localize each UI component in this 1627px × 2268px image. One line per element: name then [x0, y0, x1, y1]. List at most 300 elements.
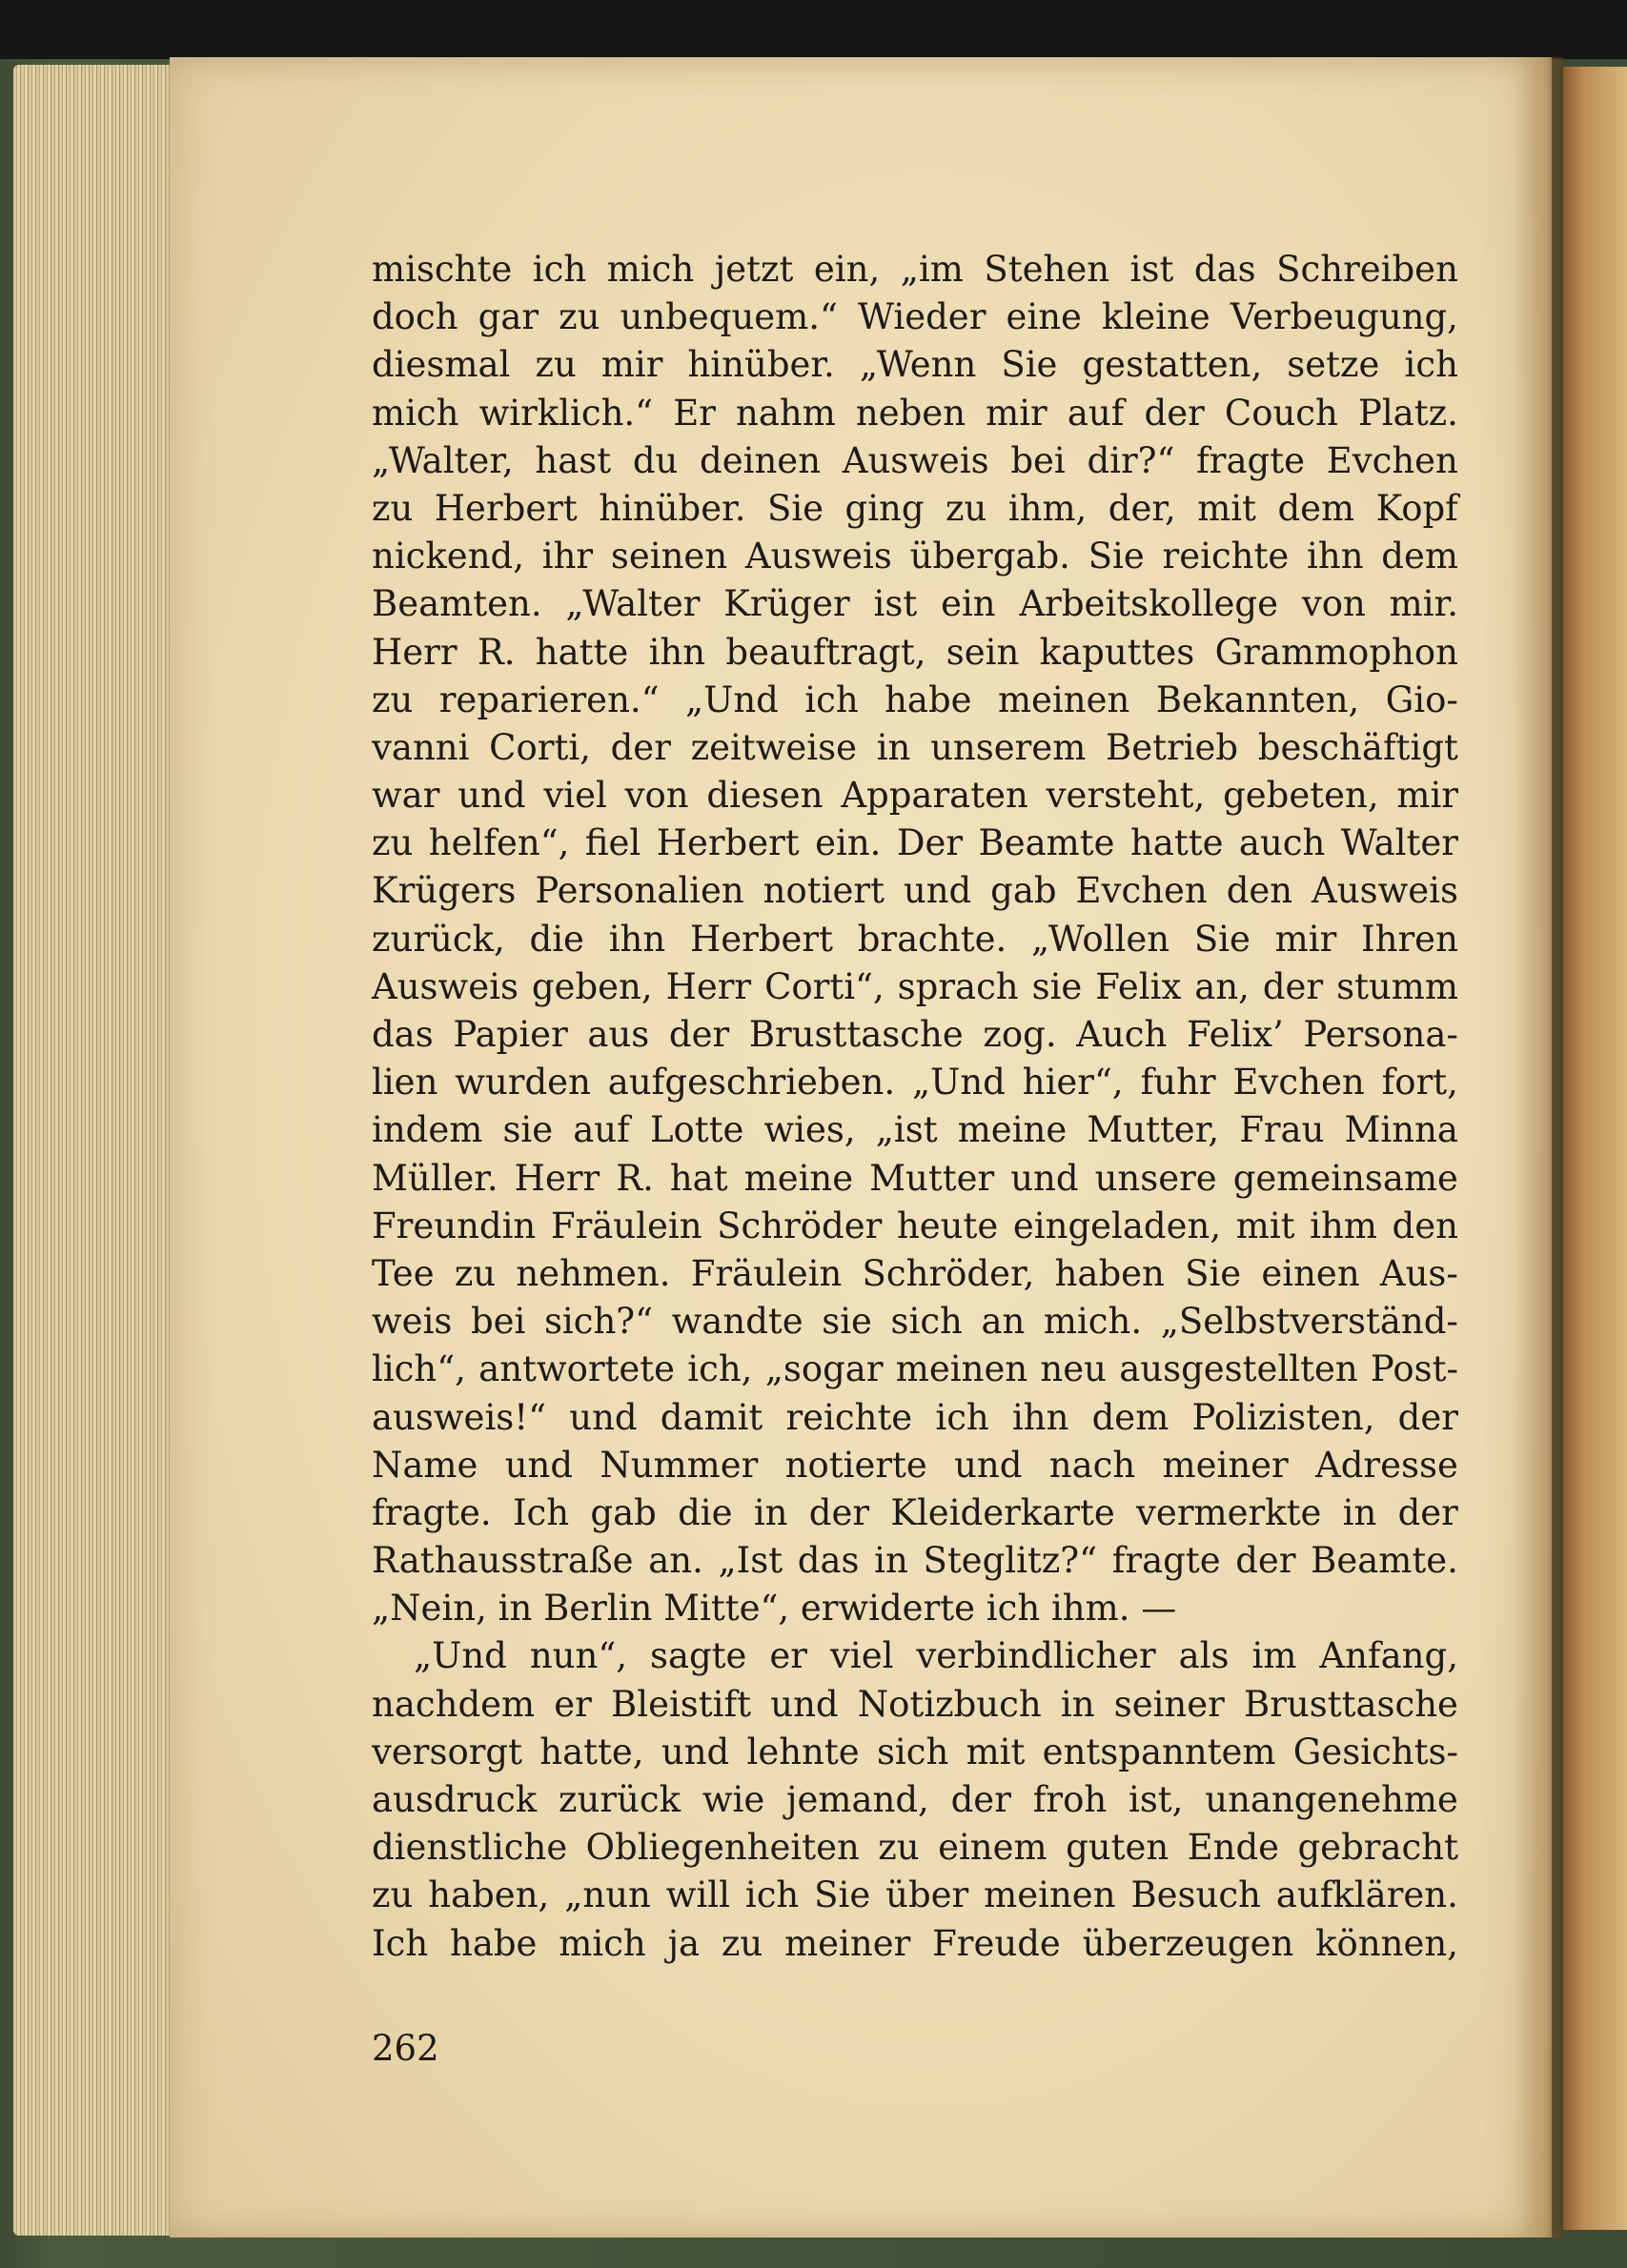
word: gestatten, [1082, 344, 1263, 386]
word: indem [372, 1109, 483, 1151]
word: „Und [684, 678, 779, 720]
word: mit [1235, 1205, 1295, 1246]
word: habe [449, 1922, 538, 1964]
word: Minna [1344, 1109, 1458, 1151]
word: eine [1006, 296, 1082, 338]
word: Wieder [858, 296, 986, 338]
word: das [1193, 249, 1256, 290]
word: von [1301, 583, 1366, 625]
word: Adresse [1315, 1444, 1458, 1486]
text-line [372, 1729, 1458, 1776]
text-line [372, 1203, 1458, 1250]
text-line [372, 1394, 1458, 1442]
text-line [372, 1059, 1458, 1106]
word: Der [896, 822, 964, 864]
word: und [458, 775, 526, 817]
word: gar [478, 296, 539, 338]
text-line [372, 724, 1458, 772]
word: nehmen. [516, 1252, 671, 1294]
word: gebeten, [1223, 775, 1379, 817]
word: zu [878, 1827, 920, 1869]
word: lien [372, 1062, 438, 1104]
word: ihn [648, 631, 706, 673]
text-line [372, 1681, 1458, 1729]
word: fragte [1111, 1540, 1221, 1582]
word: das [797, 1540, 860, 1582]
word: von [624, 775, 689, 817]
word: ich [532, 249, 587, 290]
word: an, [1194, 965, 1250, 1007]
text-line [372, 390, 1458, 437]
word: der [808, 1491, 870, 1533]
word: Fräulein [690, 1252, 843, 1294]
word: und [569, 1396, 638, 1438]
word: nun“, [529, 1635, 627, 1677]
word: Platz. [1357, 392, 1458, 434]
word: der [1397, 1396, 1458, 1438]
word: jemand, [786, 1779, 929, 1820]
text-line [372, 485, 1458, 533]
word: Tee [372, 1252, 435, 1294]
word: Ausweis [842, 439, 989, 481]
text-line [372, 1872, 1458, 1919]
word: aufgeschrieben. [607, 1062, 896, 1104]
word: ausweis!“ [372, 1396, 547, 1438]
word: Herbert [656, 822, 800, 864]
word: Stehen [984, 249, 1110, 290]
word: Evchen [1326, 439, 1458, 481]
word: sie [502, 1109, 554, 1151]
word: als [1178, 1635, 1230, 1677]
word: R. [616, 1157, 654, 1199]
word: Schreiben [1276, 249, 1458, 290]
word: mit [966, 1731, 1026, 1772]
text-line [372, 1824, 1458, 1872]
word: „sogar [764, 1348, 884, 1390]
text-line [372, 533, 1458, 580]
word: lehnte [746, 1731, 860, 1772]
word: Gesichts- [1292, 1731, 1458, 1772]
word: habe [885, 678, 972, 720]
word: ein. [815, 822, 882, 864]
word: unangenehme [1205, 1779, 1458, 1820]
text-line [372, 629, 1458, 677]
text-line [372, 867, 1458, 915]
word: zurück [559, 1779, 681, 1820]
word: Krüger [723, 583, 850, 625]
word: notierte [784, 1444, 927, 1486]
word: mit [1197, 487, 1256, 529]
word: an. [648, 1540, 703, 1582]
word: „Nein, [372, 1588, 498, 1630]
word: Ausweis [372, 965, 519, 1007]
word: mir. [1389, 583, 1458, 625]
word: ihm. [1050, 1588, 1142, 1630]
word: dir?“ [1087, 439, 1175, 481]
word: und [954, 1444, 1023, 1486]
word: er [554, 1683, 592, 1725]
word: ihn [1307, 536, 1364, 577]
word: „Und [414, 1635, 507, 1677]
word: ging [844, 487, 925, 529]
word: Beamte. [1311, 1540, 1458, 1582]
word: ja [667, 1922, 701, 1964]
word: auch [1238, 822, 1326, 864]
word: und [661, 1731, 730, 1772]
word: meinen [895, 1348, 1028, 1390]
body-text [372, 246, 1458, 1968]
word: sein [946, 631, 1020, 673]
word: Herbert [689, 918, 833, 960]
word: du [632, 439, 679, 481]
word: Auch [1076, 1014, 1168, 1055]
word: meine [743, 1157, 854, 1199]
word: beauftragt, [725, 631, 926, 673]
word: Persona- [1303, 1014, 1458, 1055]
word: jetzt [714, 249, 794, 290]
text-line [372, 437, 1458, 485]
word: damit [660, 1396, 763, 1438]
word: Felix’ [1186, 1014, 1284, 1055]
word: geben, [531, 965, 653, 1007]
word: deinen [700, 439, 822, 481]
word: Bleistift [611, 1683, 752, 1725]
word: weis [372, 1301, 453, 1343]
word: der [1144, 392, 1205, 434]
word: sich [876, 1731, 949, 1772]
word: setze [1287, 344, 1380, 386]
word: hier“, [1022, 1062, 1124, 1104]
word: kleine [1102, 296, 1210, 338]
word: ist, [1128, 1779, 1184, 1820]
text-line [372, 677, 1458, 724]
word: ausdruck [372, 1779, 538, 1820]
word: Beamten. [372, 583, 542, 625]
word: zu [721, 1922, 763, 1964]
word: hatte, [539, 1731, 644, 1772]
word: in [1060, 1683, 1095, 1725]
word: einen [1261, 1252, 1360, 1294]
word: meinen [984, 1874, 1116, 1916]
word: Herr [665, 965, 752, 1007]
word: dem [1277, 487, 1355, 529]
word: meiner [1162, 1444, 1289, 1486]
word: dienstliche [372, 1827, 568, 1869]
word: helfen“, [428, 822, 570, 864]
text-line [372, 294, 1458, 341]
word: aus [587, 1014, 650, 1055]
word: unserem [930, 726, 1087, 768]
word: Ich [372, 1922, 429, 1964]
word: Mutter, [1087, 1109, 1220, 1151]
word: Walter [1340, 822, 1458, 864]
word: Herbert [434, 487, 578, 529]
word: ihm [1310, 1205, 1377, 1246]
word: Notizbuch [857, 1683, 1042, 1725]
word: Felix [1095, 965, 1182, 1007]
word: und [1010, 1157, 1079, 1199]
word: Arbeitskollege [1019, 583, 1278, 625]
word: sie [1031, 965, 1083, 1007]
word: Name [372, 1444, 478, 1486]
word: ich [1404, 344, 1458, 386]
word: sie [822, 1301, 872, 1343]
word: zu [372, 822, 414, 864]
text-line [372, 1632, 1458, 1680]
word: der [950, 1779, 1011, 1820]
word: Beamte [978, 822, 1115, 864]
word: nachdem [372, 1683, 536, 1725]
word: Evchen [1232, 1062, 1365, 1104]
word: Müller. [372, 1157, 498, 1199]
word: froh [1032, 1779, 1108, 1820]
word: Obliegenheiten [585, 1827, 860, 1869]
word: Sie [766, 487, 824, 529]
word: Freundin [372, 1205, 537, 1246]
word: der [668, 1014, 730, 1055]
word: die [529, 918, 584, 960]
word: fort, [1381, 1062, 1458, 1104]
word: in [874, 1540, 908, 1582]
word: Papier [453, 1014, 568, 1055]
word: Mitte“, [663, 1588, 801, 1630]
word: einem [938, 1827, 1047, 1869]
word: ihn [1011, 1396, 1069, 1438]
word: ich [986, 1588, 1051, 1630]
text-line [372, 772, 1458, 820]
word: versorgt [372, 1731, 522, 1772]
text-line [372, 916, 1458, 963]
word: „nun [564, 1874, 651, 1916]
word: Steglitz?“ [923, 1540, 1098, 1582]
word: und [770, 1683, 839, 1725]
word: mir [1396, 775, 1458, 817]
word: lich“, [372, 1348, 466, 1390]
word: ich [804, 678, 859, 720]
word: — [1141, 1588, 1177, 1630]
word: ausgestellten [1119, 1348, 1358, 1390]
word: notiert [763, 870, 885, 912]
word: „im [900, 249, 964, 290]
word: viel [543, 775, 607, 817]
word: unsere [1094, 1157, 1217, 1199]
text-line [372, 1011, 1458, 1059]
word: Kleiderkarte [890, 1491, 1115, 1533]
word: er [769, 1635, 807, 1677]
word: gab [990, 870, 1057, 912]
word: reparieren.“ [438, 678, 660, 720]
word: zu [454, 1252, 497, 1294]
word: antwortete [478, 1348, 676, 1390]
text-line [372, 1920, 1458, 1968]
word: erwiderte [800, 1588, 986, 1630]
word: in [876, 726, 911, 768]
word: fragte [1196, 439, 1305, 481]
word: beschäftigt [1257, 726, 1458, 768]
word: Nummer [600, 1444, 759, 1486]
word: hast [535, 439, 612, 481]
text-line [372, 1155, 1458, 1203]
page-gutter [1515, 57, 1563, 2238]
word: Schröder, [862, 1252, 1035, 1294]
word: wandte [671, 1301, 803, 1343]
word: kaputtes [1039, 631, 1195, 673]
text-line [372, 963, 1458, 1011]
word: können, [1315, 1922, 1458, 1964]
word: mich. [1043, 1301, 1143, 1343]
word: hinüber. [687, 344, 835, 386]
word: ihn [608, 918, 666, 960]
word: Mutter [869, 1157, 995, 1199]
word: wurden [455, 1062, 591, 1104]
word: gemeinsame [1232, 1157, 1458, 1199]
word: Besuch [1130, 1874, 1261, 1916]
word: ein [941, 583, 996, 625]
word: Berlin [543, 1588, 664, 1630]
word: Ausweis [1312, 870, 1458, 912]
word: vermerkte [1136, 1491, 1322, 1533]
word: ein, [813, 249, 881, 290]
word: verbindlicher [916, 1635, 1156, 1677]
word: Ich [512, 1491, 570, 1533]
word: mischte [372, 249, 513, 290]
word: nahm [735, 392, 836, 434]
word: überzeugen [1082, 1922, 1294, 1964]
word: Lotte [649, 1109, 744, 1151]
word: haben, [428, 1874, 550, 1916]
word: Bekannten, [1155, 678, 1360, 720]
word: zu [535, 344, 577, 386]
word: seinen [610, 536, 728, 577]
word: fragte. [372, 1491, 492, 1533]
word: der, [1108, 487, 1176, 529]
word: Fräulein [550, 1205, 702, 1246]
word: Sie [1193, 918, 1251, 960]
word: sich?“ [543, 1301, 654, 1343]
word: neben [855, 392, 966, 434]
word: im [1251, 1635, 1297, 1677]
word: in [498, 1588, 544, 1630]
word: in [753, 1491, 788, 1533]
word: das [372, 1014, 434, 1055]
word: ich [744, 1874, 800, 1916]
word: sprach [897, 965, 1019, 1007]
word: den [1392, 1205, 1458, 1246]
word: entspanntem [1042, 1731, 1276, 1772]
word: die [678, 1491, 733, 1533]
word: R. [477, 631, 516, 673]
word: zeitweise [690, 726, 857, 768]
word: fuhr [1140, 1062, 1216, 1104]
text-line [372, 1250, 1458, 1298]
word: ihm, [1007, 487, 1088, 529]
word: ich [935, 1396, 989, 1438]
word: zu [372, 487, 414, 529]
word: der [1235, 1540, 1296, 1582]
word: der [610, 726, 671, 768]
word: dem [1091, 1396, 1169, 1438]
word: hatte [1129, 822, 1224, 864]
word: Aus- [1379, 1252, 1458, 1294]
word: aufklären. [1275, 1874, 1458, 1916]
text-line [372, 341, 1458, 389]
text-line [372, 820, 1458, 867]
word: zu [372, 678, 414, 720]
word: stumm [1336, 965, 1458, 1007]
word: und [504, 1444, 574, 1486]
word: Krügers [372, 870, 517, 912]
word: auf [573, 1109, 630, 1151]
text-line [372, 1346, 1458, 1393]
word: Schröder [717, 1205, 883, 1246]
word: sich [890, 1301, 963, 1343]
word: vanni [372, 726, 470, 768]
text-line [372, 1106, 1458, 1154]
word: Sie [1088, 536, 1145, 577]
word: zu [372, 1874, 414, 1916]
word: doch [372, 296, 458, 338]
word: gab [590, 1491, 657, 1533]
word: nach [1048, 1444, 1136, 1486]
word: „Walter [565, 583, 701, 625]
word: Brusttasche [1244, 1683, 1458, 1725]
word: haben [1054, 1252, 1165, 1294]
word: Sie [1001, 344, 1058, 386]
word: mich [606, 249, 695, 290]
word: mir [1274, 918, 1337, 960]
word: Freude [932, 1922, 1061, 1964]
word: will [665, 1874, 730, 1916]
word: reichte [785, 1396, 913, 1438]
word: guten [1066, 1827, 1169, 1869]
word: fiel [584, 822, 641, 864]
text-line [372, 1537, 1458, 1585]
word: „Ist [718, 1540, 783, 1582]
word: Sie [1185, 1252, 1242, 1294]
word: „Selbstverständ- [1160, 1301, 1458, 1343]
text-line [372, 246, 1458, 294]
text-line [372, 1585, 1458, 1632]
word: hinüber. [599, 487, 746, 529]
word: Betrieb [1106, 726, 1239, 768]
word: Gio- [1385, 678, 1458, 720]
word: mich [372, 392, 459, 434]
word: übergab. [909, 536, 1070, 577]
text-line [372, 1776, 1458, 1824]
word: ich, [687, 1348, 753, 1390]
word: Verbeugung, [1230, 296, 1458, 338]
word: Herr [514, 1157, 600, 1199]
word: mich [559, 1922, 646, 1964]
word: Frau [1239, 1109, 1325, 1151]
word: „Und [911, 1062, 1006, 1104]
word: an [981, 1301, 1026, 1343]
word: hat [669, 1157, 728, 1199]
facing-page-edge [1563, 67, 1627, 2230]
word: „ist [875, 1109, 938, 1151]
word: hatte [535, 631, 629, 673]
page-number: 262 [372, 2028, 439, 2069]
word: ihr [541, 536, 594, 577]
word: auf [1067, 392, 1125, 434]
text-line [372, 1442, 1458, 1489]
word: und [903, 870, 972, 912]
word: Evchen [1075, 870, 1208, 912]
word: über [885, 1874, 969, 1916]
word: unbequem.“ [620, 296, 838, 338]
word: Ausweis [744, 536, 892, 577]
word: Ihren [1361, 918, 1458, 960]
